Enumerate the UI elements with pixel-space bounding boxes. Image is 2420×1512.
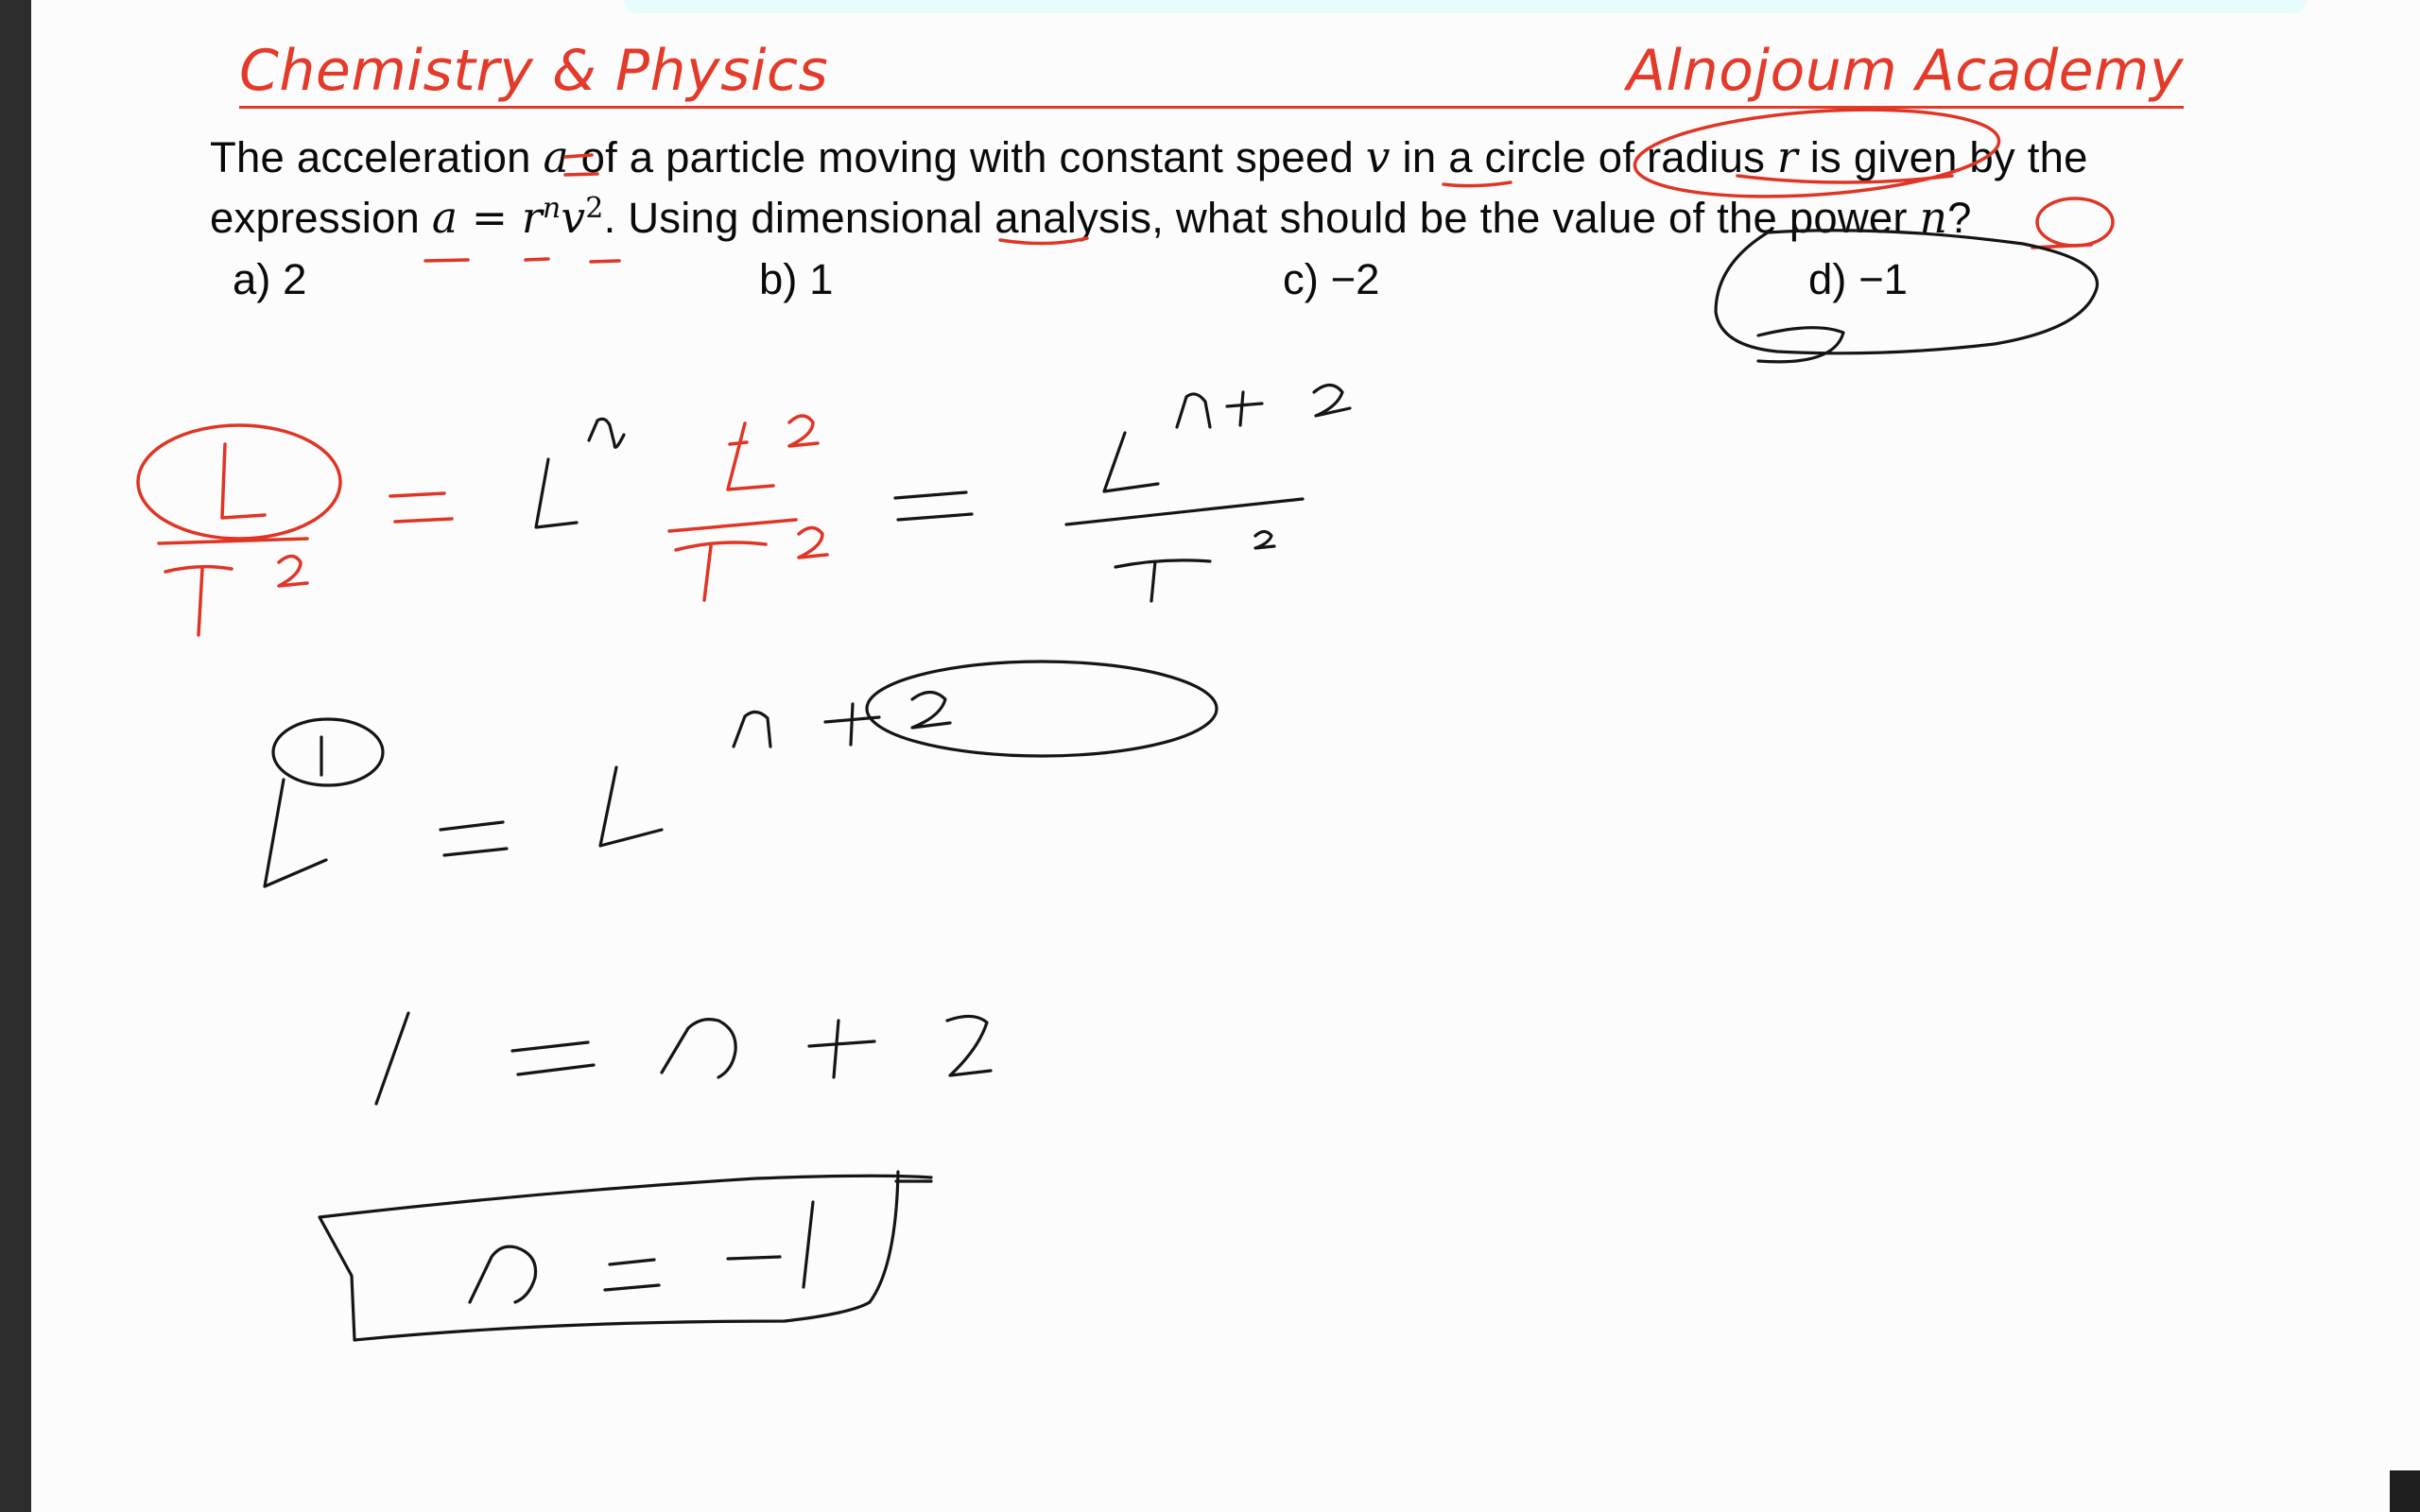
black-equation-line-3: [376, 1013, 991, 1104]
letter-n: [662, 1020, 735, 1077]
T-denom-1: [165, 567, 232, 635]
answer-one: [804, 1202, 813, 1287]
L-left: [265, 780, 326, 886]
red-equation: [138, 416, 827, 635]
equals-3: [441, 822, 507, 855]
option-b: b) 1: [759, 255, 834, 303]
plus-sign: [809, 1021, 874, 1077]
L-big: [1104, 433, 1158, 491]
var-v: v: [1365, 132, 1391, 182]
dash-eq-r: [526, 259, 548, 260]
var-n: n: [1919, 193, 1948, 243]
underline-n: [2032, 245, 2091, 248]
header-underline: [239, 106, 2184, 109]
question-text: . Using dimensional analysis, what should be the value of the power: [603, 194, 1920, 242]
eq-var-a: a: [431, 193, 458, 243]
circle-n-plus-2: [867, 662, 1217, 756]
answer-n: [470, 1246, 536, 1302]
fraction-bar-2: [669, 520, 796, 531]
dash-eq-v: [591, 261, 619, 262]
question-text: expression: [210, 194, 432, 242]
digit-1: [376, 1013, 408, 1104]
option-a: a) 2: [233, 255, 307, 303]
question-line-2: [210, 193, 1972, 243]
L2-num: [728, 423, 773, 490]
T-denom-3: [1115, 560, 1210, 601]
L-top: [222, 444, 265, 518]
question-text: The acceleration: [210, 133, 544, 181]
answer-minus: [728, 1257, 780, 1259]
black-equation-line-2: [265, 662, 1217, 886]
circle-around-L: [138, 425, 340, 539]
n-plus-2-circled: [734, 693, 950, 747]
exp-2-a: [279, 557, 307, 587]
digit-2: [947, 1016, 991, 1075]
circle-power-n: [2037, 198, 2113, 246]
answer-equals: [605, 1260, 659, 1290]
question-text: ?: [1947, 194, 1972, 242]
corner-scroll-indicator: [2390, 1470, 2420, 1512]
header-academy-title: Alnojoum Academy: [1626, 38, 2184, 104]
equals-4: [512, 1042, 594, 1074]
answer-box: [320, 1172, 931, 1340]
fraction-bar-1: [159, 539, 307, 543]
eq-var-v: v: [561, 193, 586, 243]
option-c: c) −2: [1283, 255, 1380, 303]
question-line-1: [210, 132, 2088, 182]
black-equation-line-1: [536, 386, 1350, 602]
L-power-n: [536, 459, 577, 527]
exp-2-b: [789, 416, 818, 446]
var-r: r: [1776, 132, 1798, 182]
boxed-answer: [320, 1172, 931, 1340]
eq-exponent-2: 2: [585, 191, 604, 225]
question-text: in a circle of radius: [1390, 133, 1777, 181]
option-d: d) −1: [1808, 255, 1908, 303]
var-a: a: [543, 132, 569, 182]
equals-1: [390, 493, 452, 522]
eq-exponent-n: n: [542, 191, 562, 225]
L-right: [600, 767, 662, 846]
underline-v-in: [1443, 182, 1511, 186]
fraction-bar-3: [1066, 499, 1303, 524]
exp-n-small: [589, 419, 624, 447]
circle-exp-1: [273, 719, 383, 785]
exp-2-d: [1255, 532, 1274, 549]
dash-eq-a: [425, 260, 468, 261]
T-denom-2: [676, 542, 766, 600]
equals-2: [895, 492, 972, 520]
question-text: of a particle moving with constant speed: [568, 133, 1366, 181]
eq-var-r: r: [521, 193, 543, 243]
left-sidebar-edge: [0, 0, 31, 1512]
question-text: is given by the: [1797, 133, 2088, 181]
eq-equals: =: [458, 193, 522, 243]
header-subject-title: Chemistry & Physics: [239, 38, 829, 104]
exp-2-c: [799, 528, 827, 558]
top-highlight-band: [624, 0, 2307, 13]
n-plus-2-exp: [1177, 386, 1350, 428]
